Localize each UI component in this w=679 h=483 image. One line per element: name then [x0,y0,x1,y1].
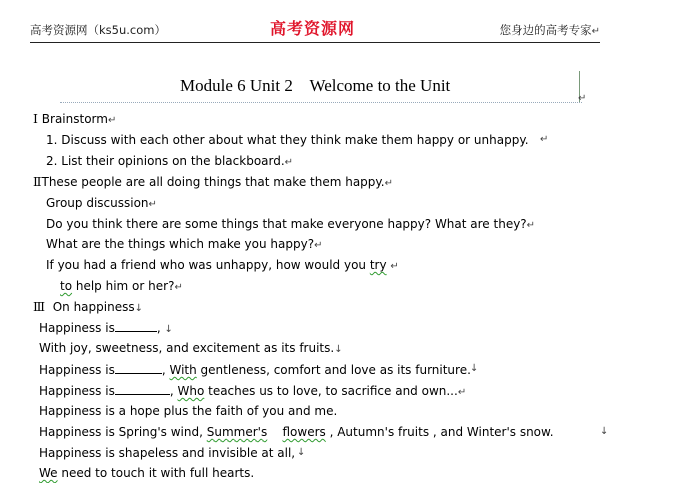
down-mark: ↓ [164,324,173,335]
poem-line-6-rest: , Autumn's fruits , and Winter's snow. [325,425,554,439]
poem-line-5 [39,404,337,418]
down-mark: ↓ [134,303,143,314]
down-mark: ↓ [470,363,479,374]
section-2-line-2 [46,217,535,233]
poem-line-6-gap [267,425,282,439]
answer-blank[interactable] [115,320,157,332]
return-mark: ↵ [384,178,394,189]
poem-line-7 [39,446,295,460]
poem-line-1 [39,320,173,337]
poem-line-3 [39,362,471,377]
header-right-text [500,22,600,38]
section-2-line-4-text: If you had a friend who was unhappy, how would you [46,258,370,272]
poem-line-4 [39,383,466,400]
section-2-line-1-text: Group discussion [46,196,149,210]
section-3-heading [33,300,143,316]
return-mark: ↵ [591,26,600,37]
poem-line-6-word-2: flowers [282,425,326,439]
poem-line-8-word: We [39,466,58,480]
section-1-item-1 [46,133,529,147]
return-mark: ↵ [526,220,536,231]
section-1-item-2 [46,154,293,170]
section-1-heading-text: Brainstorm [41,112,108,126]
section-2-line-5 [60,279,183,295]
poem-line-6-text: Happiness is Spring's wind, [39,425,207,439]
header-logo: 高考资源网 [270,19,356,38]
return-mark: ↵ [457,387,467,398]
poem-line-3-text: Happiness is [39,363,115,377]
answer-blank[interactable] [115,362,162,374]
return-mark: ↵ [107,115,117,126]
poem-line-1-comma: , [156,321,161,335]
poem-line-5-text: Happiness is a hope plus the faith of you and me. [39,404,338,418]
poem-line-3-word: With [169,363,197,377]
poem-line-4-comma: , [169,384,178,398]
section-2-line-3-text: What are the things which make you happy? [46,237,315,251]
poem-line-2 [39,341,343,357]
down-mark: ↓ [334,344,343,355]
poem-line-7-text: Happiness is shapeless and invisible at all, [39,446,296,460]
poem-line-1-text: Happiness is [39,321,115,335]
poem-line-4-text: Happiness is [39,384,115,398]
section-2-line-2-text: Do you think there are some things that make everyone happy? What are they? [46,217,527,231]
poem-line-6-word: Summer's [206,425,268,439]
section-1-item-2-text: 2. List their opinions on the blackboard. [46,154,285,168]
down-mark: ↓ [600,426,609,437]
poem-line-4-rest: teaches us to love, to sacrifice and own... [204,384,458,398]
return-mark: ↵ [148,199,157,210]
section-1-item-1-text: 1. Discuss with each other about what they think make them happy or unhappy. [46,133,529,147]
section-1-heading [33,112,116,128]
section-2-heading-text: These people are all doing things that make them happy. [41,175,385,189]
poem-line-3-rest: gentleness, comfort and love as its furniture. [196,363,471,377]
section-2-line-5-word: to [60,279,73,293]
section-2-numeral: Ⅱ [33,174,42,189]
header-rule [30,42,600,43]
return-mark: ↵ [578,93,587,104]
poem-line-8 [39,466,254,480]
section-2-heading [33,175,393,191]
down-mark: ↓ [297,447,306,458]
section-3-heading-text: On happiness [52,300,135,314]
return-mark: ↵ [540,134,549,145]
title-rule [60,102,582,103]
section-2-line-4 [46,258,399,274]
document-title: Module 6 Unit 2 Welcome to the Unit [180,76,451,95]
answer-blank[interactable] [115,383,170,395]
return-mark: ↵ [314,240,323,251]
return-mark: ↵ [174,282,183,293]
section-2-line-1 [46,196,157,212]
poem-line-6 [39,425,554,439]
return-mark: ↵ [390,261,399,272]
section-2-line-3 [46,237,322,253]
section-3-numeral: Ⅲ [33,299,46,314]
poem-line-8-text: need to touch it with full hearts. [57,466,255,480]
poem-line-2-text: With joy, sweetness, and excitement as its fruits. [39,341,335,355]
header-left-text: 高考资源网（ks5u.com） [30,23,166,37]
poem-line-3-comma: , [161,363,170,377]
section-2-line-4-word: try [369,258,387,272]
poem-line-4-word: Who [177,384,205,398]
section-1-numeral: Ⅰ [33,111,38,126]
section-2-line-5-text: help him or her? [72,279,175,293]
return-mark: ↵ [284,157,294,168]
header-right-label: 您身边的高考专家 [499,23,592,37]
